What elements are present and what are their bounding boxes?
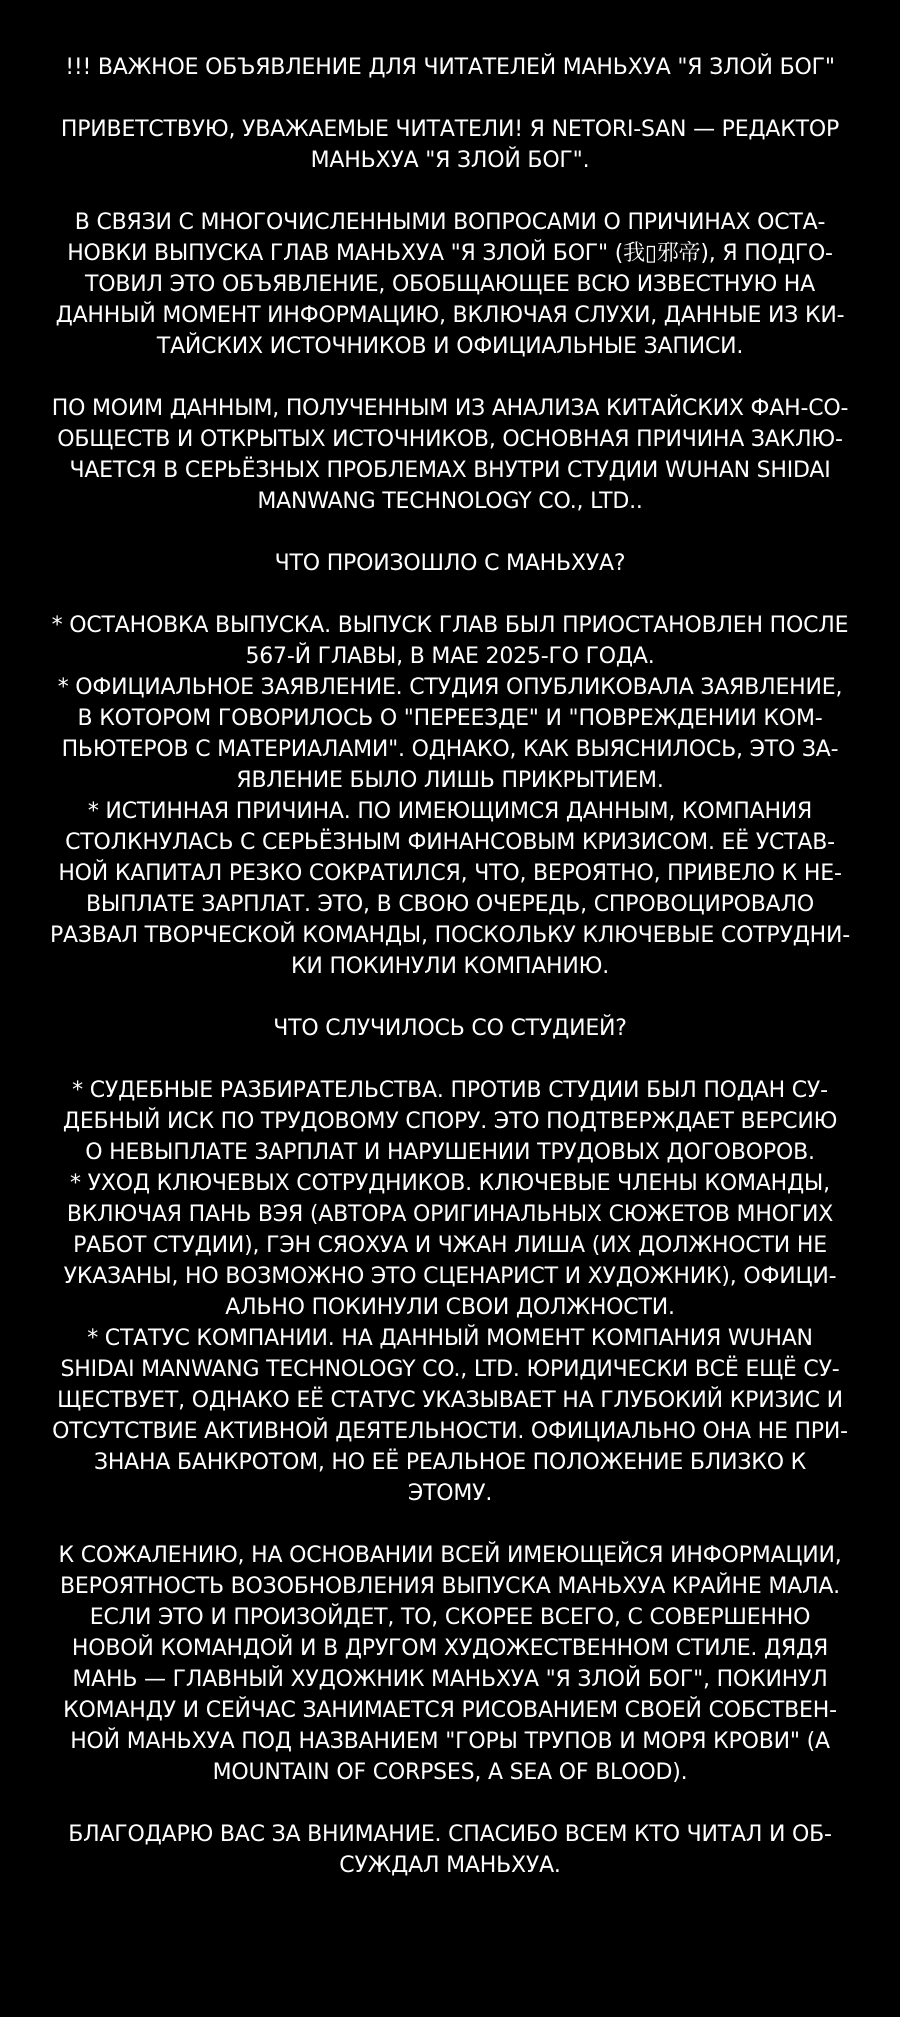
- text-line: ТАЙСКИХ ИСТОЧНИКОВ И ОФИЦИАЛЬНЫЕ ЗАПИСИ.: [156, 334, 744, 359]
- text-line: ЧТО СЛУЧИЛОСЬ СО СТУДИЕЙ?: [273, 1016, 627, 1041]
- text-line: ЧТО ПРОИЗОШЛО С МАНЬХУА?: [274, 551, 626, 576]
- text-line: ЧАЕТСЯ В СЕРЬЁЗНЫХ ПРОБЛЕМАХ ВНУТРИ СТУДИИ WUHAN SHIDAI: [69, 458, 831, 483]
- block-spacer: [45, 1044, 855, 1075]
- text-line: 567-Й ГЛАВЫ, В МАЕ 2025-ГО ГОДА.: [245, 644, 655, 669]
- text-line: КИ ПОКИНУЛИ КОМПАНИЮ.: [290, 954, 609, 979]
- announcement-subheading: [45, 548, 855, 579]
- text-line: ТОВИЛ ЭТО ОБЪЯВЛЕНИЕ, ОБОБЩАЮЩЕЕ ВСЮ ИЗВЕСТНУЮ НА: [85, 272, 815, 297]
- text-line: ПРИВЕТСТВУЮ, УВАЖАЕМЫЕ ЧИТАТЕЛИ! Я NETORI-SAN — РЕДАКТОР: [60, 117, 840, 142]
- block-spacer: [45, 362, 855, 393]
- announcement-paragraph: [45, 114, 855, 176]
- announcement-text: [45, 52, 855, 1881]
- text-line: * ОФИЦИАЛЬНОЕ ЗАЯВЛЕНИЕ. СТУДИЯ ОПУБЛИКОВАЛА ЗАЯВЛЕНИЕ,: [57, 675, 843, 700]
- text-line: НОЙ КАПИТАЛ РЕЗКО СОКРАТИЛСЯ, ЧТО, ВЕРОЯТНО, ПРИВЕЛО К НЕ-: [58, 861, 842, 886]
- block-spacer: [45, 1788, 855, 1819]
- text-line: НОЙ МАНЬХУА ПОД НАЗВАНИЕМ "ГОРЫ ТРУПОВ И МОРЯ КРОВИ" (A: [70, 1729, 830, 1754]
- announcement-paragraph: [45, 207, 855, 362]
- text-line: ВЫПЛАТЕ ЗАРПЛАТ. ЭТО, В СВОЮ ОЧЕРЕДЬ, СПРОВОЦИРОВАЛО: [85, 892, 814, 917]
- text-line: УКАЗАНЫ, НО ВОЗМОЖНО ЭТО СЦЕНАРИСТ И ХУДОЖНИК), ОФИЦИ-: [63, 1264, 837, 1289]
- announcement-paragraph: [45, 393, 855, 517]
- block-spacer: [45, 579, 855, 610]
- text-line: * ОСТАНОВКА ВЫПУСКА. ВЫПУСК ГЛАВ БЫЛ ПРИОСТАНОВЛЕН ПОСЛЕ: [51, 613, 849, 638]
- text-line: MOUNTAIN OF CORPSES, A SEA OF BLOOD).: [212, 1760, 688, 1785]
- text-line: ДАННЫЙ МОМЕНТ ИНФОРМАЦИЮ, ВКЛЮЧАЯ СЛУХИ, ДАННЫЕ ИЗ КИ-: [55, 303, 845, 328]
- announcement-list: [45, 610, 855, 982]
- block-spacer: [45, 517, 855, 548]
- text-line: СТОЛКНУЛАСЬ С СЕРЬЁЗНЫМ ФИНАНСОВЫМ КРИЗИСОМ. ЕЁ УСТАВ-: [65, 830, 835, 855]
- text-line: ЭТОМУ.: [407, 1481, 493, 1506]
- text-line: КОМАНДУ И СЕЙЧАС ЗАНИМАЕТСЯ РИСОВАНИЕМ СВОЕЙ СОБСТВЕН-: [63, 1698, 837, 1723]
- text-line: В СВЯЗИ С МНОГОЧИСЛЕННЫМИ ВОПРОСАМИ О ПРИЧИНАХ ОСТА-: [74, 210, 826, 235]
- text-line: РАБОТ СТУДИИ), ГЭН СЯОХУА И ЧЖАН ЛИША (ИХ ДОЛЖНОСТИ НЕ: [73, 1233, 827, 1258]
- text-line: ПО МОИМ ДАННЫМ, ПОЛУЧЕННЫМ ИЗ АНАЛИЗА КИТАЙСКИХ ФАН-СО-: [51, 396, 849, 421]
- text-line: ДЕБНЫЙ ИСК ПО ТРУДОВОМУ СПОРУ. ЭТО ПОДТВЕРЖДАЕТ ВЕРСИЮ: [62, 1109, 838, 1134]
- announcement-list: [45, 1075, 855, 1509]
- block-spacer: [45, 982, 855, 1013]
- text-line: БЛАГОДАРЮ ВАС ЗА ВНИМАНИЕ. СПАСИБО ВСЕМ КТО ЧИТАЛ И ОБ-: [68, 1822, 832, 1847]
- text-line: ЕСЛИ ЭТО И ПРОИЗОЙДЕТ, ТО, СКОРЕЕ ВСЕГО, С СОВЕРШЕННО: [89, 1605, 811, 1630]
- text-line: ПЬЮТЕРОВ С МАТЕРИАЛАМИ". ОДНАКО, КАК ВЫЯСНИЛОСЬ, ЭТО ЗА-: [61, 737, 839, 762]
- text-line: ЯВЛЕНИЕ БЫЛО ЛИШЬ ПРИКРЫТИЕМ.: [236, 768, 664, 793]
- text-line: МАНЬ — ГЛАВНЫЙ ХУДОЖНИК МАНЬХУА "Я ЗЛОЙ БОГ", ПОКИНУЛ: [72, 1667, 828, 1692]
- text-line: * УХОД КЛЮЧЕВЫХ СОТРУДНИКОВ. КЛЮЧЕВЫЕ ЧЛЕНЫ КОМАНДЫ,: [70, 1171, 830, 1196]
- text-line: ЗНАНА БАНКРОТОМ, НО ЕЁ РЕАЛЬНОЕ ПОЛОЖЕНИЕ БЛИЗКО К: [93, 1450, 807, 1475]
- text-line: НОВОЙ КОМАНДОЙ И В ДРУГОМ ХУДОЖЕСТВЕННОМ СТИЛЕ. ДЯДЯ: [71, 1636, 829, 1661]
- text-line: * СТАТУС КОМПАНИИ. НА ДАННЫЙ МОМЕНТ КОМПАНИЯ WUHAN: [87, 1326, 813, 1351]
- text-line: РАЗВАЛ ТВОРЧЕСКОЙ КОМАНДЫ, ПОСКОЛЬКУ КЛЮЧЕВЫЕ СОТРУДНИ-: [49, 923, 851, 948]
- text-line: АЛЬНО ПОКИНУЛИ СВОИ ДОЛЖНОСТИ.: [225, 1295, 675, 1320]
- announcement-subheading: [45, 1013, 855, 1044]
- text-line: В КОТОРОМ ГОВОРИЛОСЬ О "ПЕРЕЕЗДЕ" И "ПОВРЕЖДЕНИИ КОМ-: [77, 706, 823, 731]
- announcement-paragraph: [45, 1819, 855, 1881]
- announcement-paragraph: [45, 1540, 855, 1788]
- text-line: О НЕВЫПЛАТЕ ЗАРПЛАТ И НАРУШЕНИИ ТРУДОВЫХ ДОГОВОРОВ.: [85, 1140, 815, 1165]
- text-line: ОТСУТСТВИЕ АКТИВНОЙ ДЕЯТЕЛЬНОСТИ. ОФИЦИАЛЬНО ОНА НЕ ПРИ-: [52, 1419, 848, 1444]
- block-spacer: [45, 1509, 855, 1540]
- text-line: К СОЖАЛЕНИЮ, НА ОСНОВАНИИ ВСЕЙ ИМЕЮЩЕЙСЯ ИНФОРМАЦИИ,: [58, 1543, 842, 1568]
- text-line: ЩЕСТВУЕТ, ОДНАКО ЕЁ СТАТУС УКАЗЫВАЕТ НА ГЛУБОКИЙ КРИЗИС И: [57, 1388, 843, 1413]
- text-line: * ИСТИННАЯ ПРИЧИНА. ПО ИМЕЮЩИМСЯ ДАННЫМ, КОМПАНИЯ: [87, 799, 813, 824]
- block-spacer: [45, 176, 855, 207]
- text-line: НОВКИ ВЫПУСКА ГЛАВ МАНЬХУА "Я ЗЛОЙ БОГ" (我▯邪帝), Я ПОДГО-: [67, 241, 833, 266]
- text-line: ВКЛЮЧАЯ ПАНЬ ВЭЯ (АВТОРА ОРИГИНАЛЬНЫХ СЮЖЕТОВ МНОГИХ: [66, 1202, 834, 1227]
- text-line: SHIDAI MANWANG TECHNOLOGY CO., LTD. ЮРИДИЧЕСКИ ВСЁ ЕЩЁ СУ-: [60, 1357, 840, 1382]
- text-line: !!! ВАЖНОЕ ОБЪЯВЛЕНИЕ ДЛЯ ЧИТАТЕЛЕЙ МАНЬХУА "Я ЗЛОЙ БОГ": [65, 55, 835, 80]
- text-line: ВЕРОЯТНОСТЬ ВОЗОБНОВЛЕНИЯ ВЫПУСКА МАНЬХУА КРАЙНЕ МАЛА.: [60, 1574, 840, 1599]
- block-spacer: [45, 83, 855, 114]
- text-line: ОБЩЕСТВ И ОТКРЫТЫХ ИСТОЧНИКОВ, ОСНОВНАЯ ПРИЧИНА ЗАКЛЮ-: [57, 427, 843, 452]
- text-line: СУЖДАЛ МАНЬХУА.: [339, 1853, 561, 1878]
- text-line: * СУДЕБНЫЕ РАЗБИРАТЕЛЬСТВА. ПРОТИВ СТУДИИ БЫЛ ПОДАН СУ-: [72, 1078, 828, 1103]
- text-line: MANWANG TECHNOLOGY CO., LTD..: [257, 489, 643, 514]
- text-line: МАНЬХУА "Я ЗЛОЙ БОГ".: [310, 148, 590, 173]
- announcement-heading: [45, 52, 855, 83]
